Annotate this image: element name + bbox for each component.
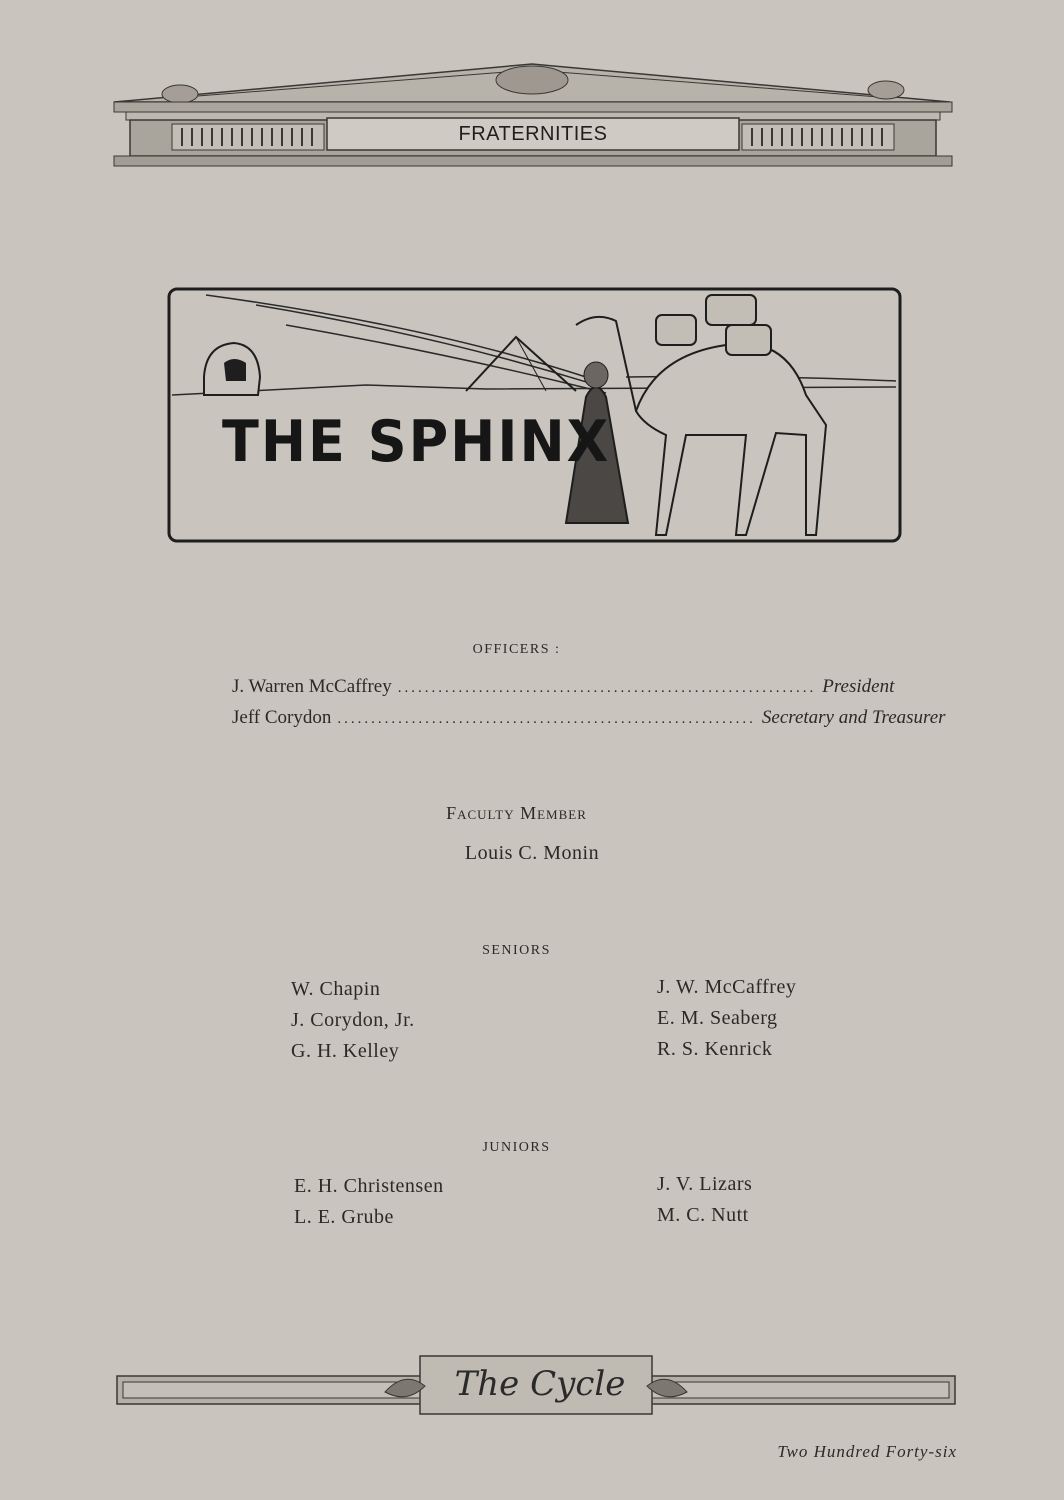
illustration-title: THE SPHINX bbox=[222, 408, 611, 475]
seniors-right-column bbox=[657, 972, 796, 1065]
member-name: W. Chapin bbox=[291, 978, 381, 1000]
member-name: G. H. Kelley bbox=[291, 1040, 400, 1062]
juniors-right-column bbox=[657, 1169, 752, 1231]
leader-dots: .............................................................. bbox=[397, 680, 817, 696]
member-name: J. V. Lizars bbox=[657, 1173, 753, 1195]
section-title: FRATERNITIES bbox=[458, 123, 608, 145]
member-name: E. M. Seaberg bbox=[657, 1007, 778, 1029]
page-number: Two Hundred Forty-six bbox=[777, 1442, 957, 1461]
seniors-heading: SENIORS bbox=[482, 943, 551, 958]
juniors-heading: JUNIORS bbox=[482, 1140, 551, 1155]
officer-title: President bbox=[822, 676, 895, 697]
footer-title: The Cycle bbox=[454, 1364, 626, 1404]
member-name: J. W. McCaffrey bbox=[657, 976, 797, 998]
member-name: J. Corydon, Jr. bbox=[291, 1009, 415, 1031]
officer-name: Jeff Corydon bbox=[232, 707, 332, 728]
officer-title: Secretary and Treasurer bbox=[761, 707, 946, 728]
seniors-left-column bbox=[291, 974, 415, 1067]
leader-dots: .............................................................. bbox=[337, 711, 756, 727]
member-name: R. S. Kenrick bbox=[657, 1038, 773, 1060]
member-name: L. E. Grube bbox=[294, 1206, 394, 1228]
header-banner bbox=[112, 58, 954, 170]
member-name: M. C. Nutt bbox=[657, 1204, 749, 1226]
juniors-left-column bbox=[294, 1171, 444, 1233]
officer-row bbox=[232, 707, 946, 729]
faculty-name: Louis C. Monin bbox=[464, 842, 600, 864]
member-name: E. H. Christensen bbox=[294, 1175, 444, 1197]
officer-name: J. Warren McCaffrey bbox=[232, 676, 392, 697]
officers-heading: OFFICERS : bbox=[472, 642, 561, 657]
faculty-heading: Faculty Member bbox=[446, 803, 587, 823]
officer-row bbox=[232, 676, 895, 698]
